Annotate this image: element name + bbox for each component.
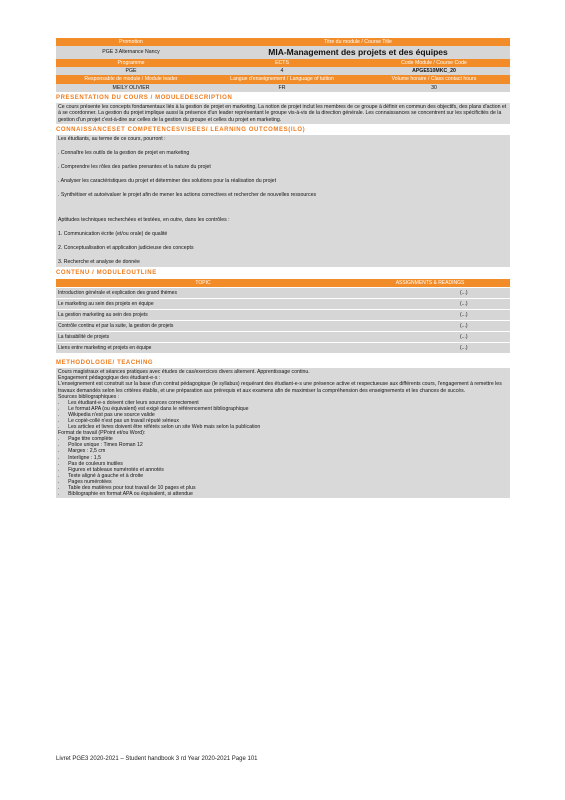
header-row-1 — [56, 38, 510, 46]
table-row — [56, 332, 510, 343]
format-item: . Page titre complète — [58, 436, 113, 443]
format-item: . Table des matières pour tout travail de 10 pages et plus — [58, 485, 196, 491]
format-item: . Interligne : 1,5 — [58, 454, 101, 461]
header-row-4 — [56, 67, 510, 75]
learning-outcomes-block — [56, 135, 510, 267]
reading-cell: (...) — [350, 299, 510, 310]
source-item: . Wikipedia n'est pas une source valide — [58, 411, 155, 418]
reading-cell: (...) — [350, 321, 510, 332]
topic-cell: La gestion marketing au sein des projets — [56, 310, 350, 321]
header-row-2 — [56, 46, 510, 59]
programme-label: Programme — [117, 60, 145, 66]
table-row — [56, 310, 510, 321]
skill-item: 2. Conceptualisation et application judicieuse des concepts — [58, 245, 194, 252]
course-title: MIA-Management des projets et des équipes — [268, 47, 448, 57]
langue-value: FR — [278, 85, 286, 91]
volume-value: 30 — [431, 85, 437, 91]
format-item: . Texte aligné à gauche et à droite — [58, 472, 144, 479]
outcome-item: . Analyser les caractéristiques du projet et déterminer des solutions pour la réalisation du projet — [58, 178, 277, 185]
page-footer: Livret PGE3 2020-2021 – Student handbook 3 rd Year 2020-2021 Page 101 — [56, 756, 258, 762]
presentation-title: PRESENTATION DU COURS / MODULEDESCRIPTION — [56, 95, 233, 101]
reading-cell: (...) — [350, 343, 510, 354]
table-row — [56, 288, 510, 299]
outcome-item: . Connaître les outils de la gestion de projet en marketing — [58, 150, 190, 157]
reading-cell: (...) — [350, 310, 510, 321]
format-item: . Police unique : Times Roman 12 — [58, 442, 143, 449]
source-item: . Le copié-collé n'est pas un travail réputé sérieux — [58, 417, 179, 424]
presentation-text: Ce cours présente les concepts fondamentaux liés à la gestion de projet en marketing. La notion de projet inclut les membres de ce groupe à définir en commun des objectifs, des plans d'action et à se coordonner. La gestion du projet implique aussi la présence d'un leader représentant le groupe vis-à-vis de la direction générale. Les connaissances se concentrent sur les spécificités de la gestion d'un projet c'est-à-dire sur celles de la gestion du groupe et celles du projet en marketing. — [58, 104, 507, 123]
outcomes-intro: Les étudiants, au terme de ce cours, pourront : — [58, 136, 166, 143]
outline-table — [56, 278, 510, 353]
teaching-line: Sources bibliographiques : — [58, 393, 120, 400]
outline-header-row — [56, 279, 510, 288]
table-row — [56, 299, 510, 310]
topic-cell: Le marketing au sein des projets en équipe — [56, 299, 350, 310]
table-row — [56, 343, 510, 354]
programme-value: PGE — [125, 68, 137, 74]
responsable-label: Responsable de module / Module leader — [84, 76, 178, 82]
skill-item: 3. Recherche et analyse de donnée — [58, 259, 140, 266]
code-value: APGE510MKC_20 — [412, 68, 456, 74]
teaching-line: Engagement pédagogique des étudiant-e-s : — [58, 375, 161, 382]
reading-cell: (...) — [350, 332, 510, 343]
title-label: Titre du module / Course Title — [324, 39, 392, 45]
topic-cell: La faisabilité de projets — [56, 332, 350, 343]
teaching-line: Cours magistraux et séances pratiques avec études de cas/exercices divers alternent. Apprentissage continu. — [58, 369, 310, 376]
format-title: Format de travail (PPoint et/ou Word): — [58, 430, 146, 437]
format-item: . Bibliographie en format APA ou équivalent, si attendue — [58, 491, 193, 498]
skill-item: 1. Communication écrite (et/ou orale) de qualité — [58, 231, 168, 238]
teaching-title: METHODOLOGIE/ TEACHING — [56, 360, 154, 367]
source-item: . Le format APA (ou équivalent) est exigé dans le référencement bibliographique — [58, 405, 249, 412]
topic-cell: Liens entre marketing et projets en équipe — [56, 343, 350, 354]
source-item: . Les étudiant-e-s doivent citer leurs sources correctement — [58, 399, 199, 406]
volume-label: Volume horaire / Class contact hours — [391, 76, 477, 82]
ects-label: ECTS — [275, 60, 289, 66]
code-label: Code Module / Course Code — [401, 60, 467, 66]
format-item: . Figures et tableaux numérotés et annotés — [58, 466, 164, 473]
presentation-text-block — [56, 103, 510, 124]
table-row — [56, 321, 510, 332]
topic-col-header: TOPIC — [56, 279, 350, 288]
outcome-item: . Synthétiser et autoévaluer le projet afin de mener les actions correctives et rechercher de nouvelles ressources — [58, 192, 317, 199]
header-row-3 — [56, 59, 510, 67]
outline-title: CONTENU / MODULEOUTLINE — [56, 270, 157, 277]
source-item: . Les articles et livres doivent être référés selon un site Web mais selon la publication — [58, 424, 261, 431]
format-item: . Pas de couleurs inutiles — [58, 460, 123, 467]
topic-cell: Contrôle continu et par la suite, la gestion de projets — [56, 321, 350, 332]
header-row-5 — [56, 75, 510, 84]
promotion-value: PGE 3 Alternance Nancy — [102, 49, 160, 55]
responsable-value: MEILY OLIVIER — [112, 85, 150, 91]
ects-value: 4 — [280, 68, 284, 74]
learning-outcomes-title: CONNAISSANCESET COMPETENCESVISEES/ LEARNING OUTCOMES(ILO) — [56, 127, 306, 134]
langue-label: Langue d'enseignement / Language of tuition — [230, 76, 334, 82]
format-item: . Marges : 2,5 cm — [58, 448, 106, 455]
teaching-block — [56, 368, 510, 498]
teaching-line: L'enseignement est construit sur la base d'un contrat pédagogique (le syllabus) requérant des étudiant-e-s une présence active et respectueuse aux différents cours, l'engagement à remettre les travaux demandés selon les critères établis, et une préparation aux prérequis et aux examens afin de maximiser la compréhension des enseignements et les chances de succès. — [58, 381, 502, 394]
header-row-6 — [56, 84, 510, 92]
readings-col-header: ASSIGNMENTS & READINGS — [350, 279, 510, 288]
syllabus-page — [56, 38, 510, 498]
reading-cell: (...) — [350, 288, 510, 299]
promotion-label: Promotion — [119, 39, 143, 45]
aptitudes-text: Aptitudes techniques recherchées et testées, en outre, dans les contrôles : — [58, 217, 230, 224]
topic-cell: Introduction générale et explication des grand thèmes — [56, 288, 350, 299]
format-item: . Pages numérotées — [58, 478, 112, 485]
outcome-item: . Comprendre les rôles des parties prenantes et la nature du projet — [58, 164, 211, 171]
